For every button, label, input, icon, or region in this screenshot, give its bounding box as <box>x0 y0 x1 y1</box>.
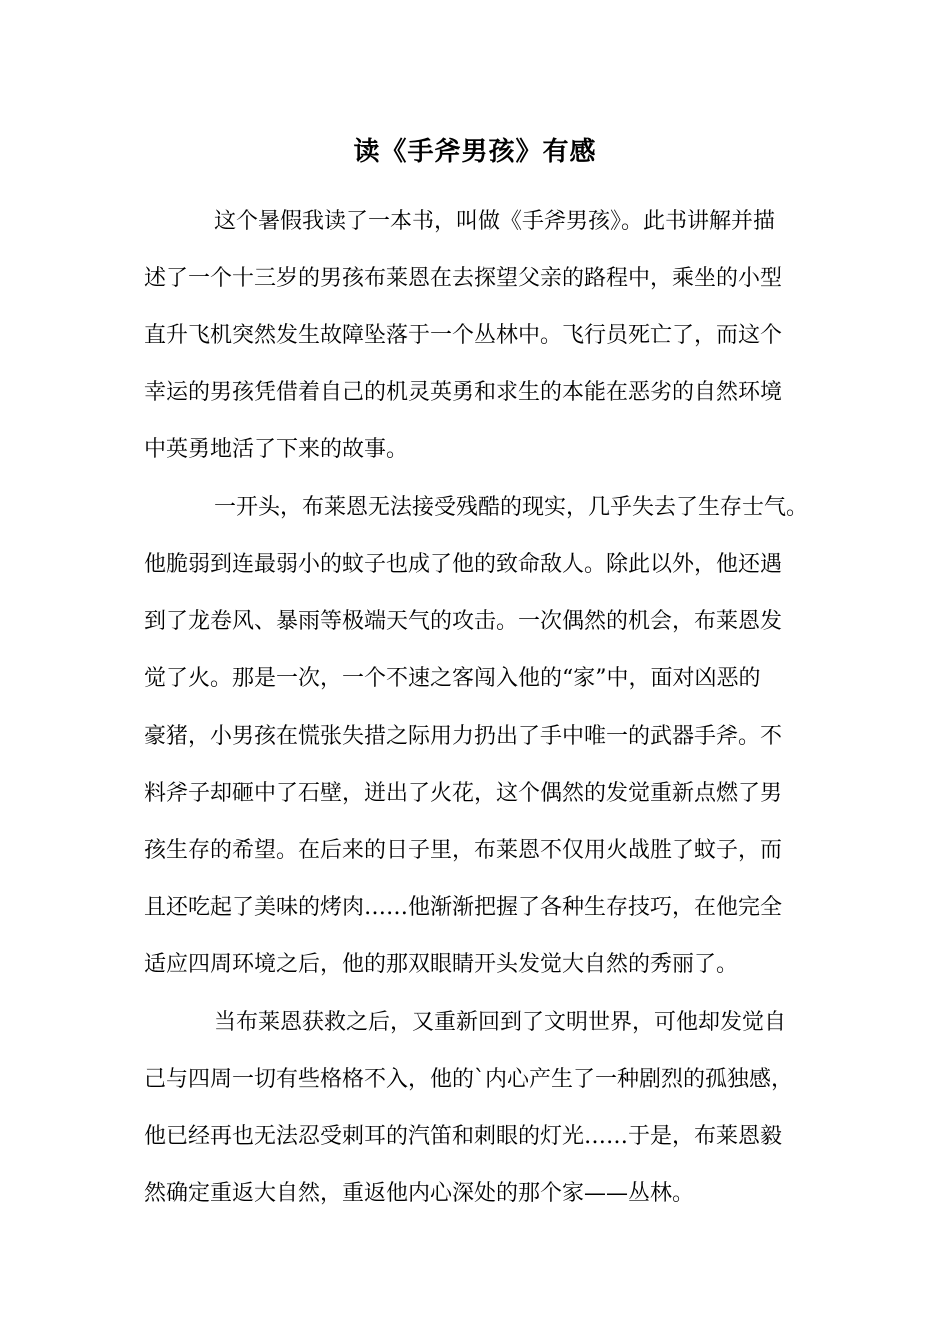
paragraph-2-line-5: 豪猪，小男孩在慌张失措之际用力扔出了手中唯一的武器手斧。不 <box>144 724 783 749</box>
paragraph-2-line-2: 他脆弱到连最弱小的蚊子也成了他的致命敌人。除此以外，他还遇 <box>144 552 783 577</box>
paragraph-1-line-4: 幸运的男孩凭借着自己的机灵英勇和求生的本能在恶劣的自然环境 <box>144 380 783 405</box>
paragraph-3-line-1: 当布莱恩获救之后，又重新回到了文明世界，可他却发觉自 <box>214 1010 787 1035</box>
paragraph-2-line-4: 觉了火。那是一次，一个不速之客闯入他的“家”中，面对凶恶的 <box>144 666 761 691</box>
paragraph-2-line-1: 一开头，布莱恩无法接受残酷的现实，几乎失去了生存士气。 <box>214 495 809 520</box>
paragraph-3-line-2: 己与四周一切有些格格不入，他的`内心产生了一种剧烈的孤独感， <box>144 1067 794 1092</box>
paragraph-1-line-1: 这个暑假我读了一本书，叫做《手斧男孩》。此书讲解并描 <box>214 209 776 234</box>
paragraph-1-line-5: 中英勇地活了下来的故事。 <box>144 437 409 462</box>
paragraph-3-line-4: 然确定重返大自然，重返他内心深处的那个家——丛林。 <box>144 1181 695 1206</box>
paragraph-2-line-6: 料斧子却砸中了石壁，迸出了火花，这个偶然的发觉重新点燃了男 <box>144 781 783 806</box>
paragraph-2-line-7: 孩生存的希望。在后来的日子里，布莱恩不仅用火战胜了蚊子，而 <box>144 838 783 863</box>
document-title: 读《手斧男孩》有感 <box>353 137 597 167</box>
paragraph-2-line-3: 到了龙卷风、暴雨等极端天气的攻击。一次偶然的机会，布莱恩发 <box>144 609 783 634</box>
paragraph-2-line-9: 适应四周环境之后，他的那双眼睛开头发觉大自然的秀丽了。 <box>144 952 739 977</box>
paragraph-1-line-2: 述了一个十三岁的男孩布莱恩在去探望父亲的路程中，乘坐的小型 <box>144 266 783 291</box>
paragraph-2-line-8: 且还吃起了美味的烤肉……他渐渐把握了各种生存技巧，在他完全 <box>144 895 783 920</box>
paragraph-3-line-3: 他已经再也无法忍受刺耳的汽笛和刺眼的灯光……于是，布莱恩毅 <box>144 1124 783 1149</box>
paragraph-1-line-3: 直升飞机突然发生故障坠落于一个丛林中。飞行员死亡了，而这个 <box>144 323 783 348</box>
